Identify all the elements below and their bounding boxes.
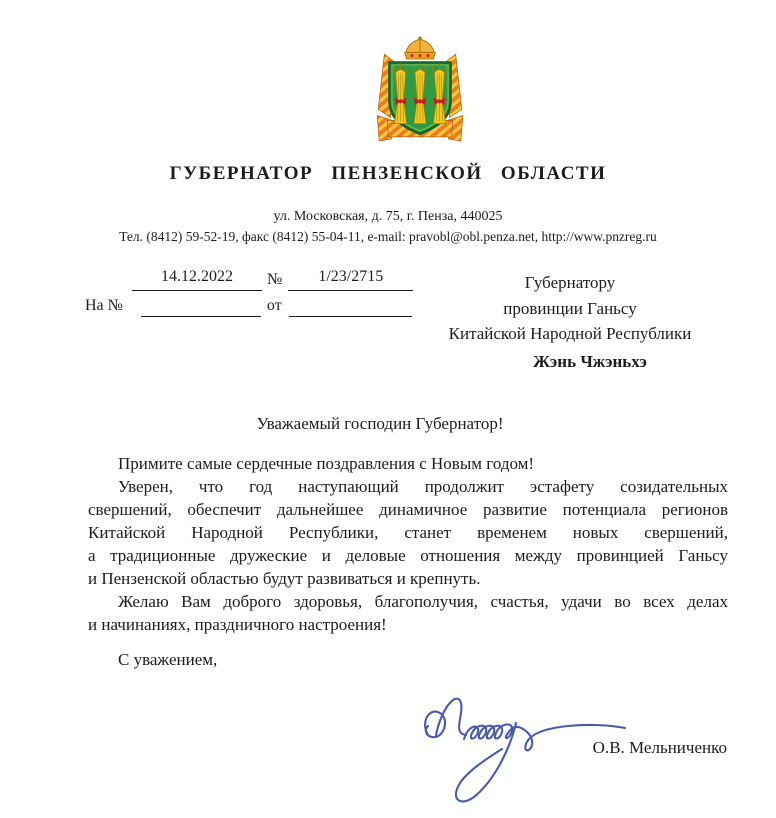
- letter-number-field: 1/23/2715: [288, 268, 413, 291]
- closing-regards: С уважением,: [118, 650, 218, 669]
- recipient-title: Губернатору: [524, 273, 616, 292]
- recipient-block: [430, 270, 710, 347]
- recipient-name: Жэнь Чжэньхэ: [533, 352, 647, 371]
- outgoing-ref-row: [85, 264, 425, 291]
- body-line: и начинаниях, праздничного настроения!: [88, 615, 387, 634]
- org-title: ГУБЕРНАТОР ПЕНЗЕНСКОЙ ОБЛАСТИ: [169, 163, 607, 184]
- body-line: и Пензенской областью будут развиваться и крепнуть.: [88, 569, 481, 588]
- org-contacts: Тел. (8412) 59-52-19, факс (8412) 55-04-11, e-mail: pravobl@obl.penza.net, http://www.pnzreg.ru: [119, 229, 657, 244]
- body-line: Примите самые сердечные поздравления с Новым годом!: [118, 454, 535, 473]
- recipient-region: провинции Ганьсу: [503, 298, 637, 318]
- body-line: а традиционные дружеские и деловые отношения между провинцией Ганьсу: [88, 546, 728, 565]
- letter-body: [88, 452, 728, 636]
- salutation: Уважаемый господин Губернатор!: [256, 414, 504, 433]
- body-line: Китайской Народной Республики, станет временем новых свершений,: [88, 523, 728, 542]
- org-address: ул. Московская, д. 75, г. Пенза, 440025: [273, 209, 503, 224]
- recipient-country: Китайской Народной Республики: [448, 324, 692, 343]
- penza-coat-of-arms-icon: [377, 36, 463, 142]
- body-line: Уверен, что год наступающий продолжит эстафету созидательных: [118, 477, 728, 496]
- reply-number-field: [141, 294, 261, 317]
- body-line: Желаю Вам доброго здоровья, благополучия, счастья, удачи во всех делах: [118, 592, 728, 611]
- reply-to-label: На №: [85, 297, 123, 314]
- reply-from-label: от: [266, 297, 282, 314]
- number-sign-label: №: [267, 271, 283, 288]
- letter-date-field: 14.12.2022: [132, 268, 262, 291]
- body-line: свершений, обеспечит дальнейшее динамичное развитие потенциала регионов: [88, 500, 728, 519]
- reply-date-field: [289, 294, 412, 317]
- incoming-ref-row: [85, 290, 425, 317]
- signer-name: О.В. Мельниченко: [592, 738, 727, 757]
